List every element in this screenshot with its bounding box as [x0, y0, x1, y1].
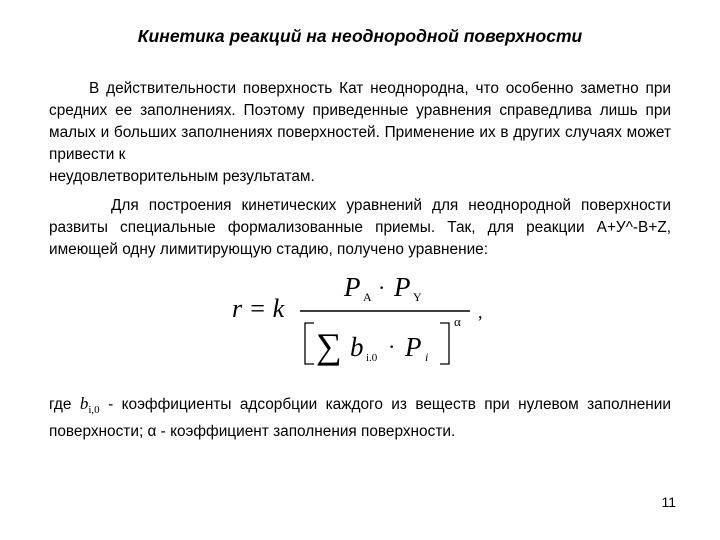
rate-equation-formula — [232, 268, 502, 373]
paragraph-3-prefix: где — [49, 396, 72, 413]
formula-trailing-comma: , — [478, 302, 483, 322]
b-subscript: i,0 — [88, 404, 100, 416]
formula-den-sub-p: i — [425, 350, 429, 364]
paragraph-1-text-b: неудовлетворительным результатам. — [49, 168, 315, 185]
formula-exponent: α — [454, 314, 461, 329]
formula-den-dot: · — [388, 334, 396, 359]
paragraph-surface-heterogeneity — [49, 78, 671, 188]
paragraph-3-text: - коэффициенты адсорбции каждого из веществ при нулевом заполнении поверхности; α - коэффициент заполнения поверхности. — [49, 396, 672, 440]
paragraph-1-text-a: В действительности поверхность Кат неоднородна, что особенно заметно при средних ее заполнениях. Поэтому приведенные уравнения справедлива лишь при малых и больших заполнениях поверхностей. Применение их в других случаях может привести к — [49, 80, 671, 163]
b-symbol: b — [79, 394, 89, 413]
formula-num-p1: P — [344, 272, 361, 302]
paragraph-kinetic-equations — [49, 195, 671, 261]
formula-num-sub2: Y — [413, 290, 422, 304]
formula-den-b: b — [350, 332, 364, 362]
page-number: 11 — [661, 494, 676, 510]
formula-num-sub1: A — [363, 290, 372, 304]
formula-num-p2: P — [394, 272, 411, 302]
right-bracket — [440, 323, 449, 364]
slide-title: Кинетика реакций на неоднородной поверхности — [137, 26, 583, 46]
paragraph-2-text: Для построения кинетических уравнений для неоднородной поверхности развиты специальные формализованные приемы. Так, для реакции А+У^-В+Z, имеющей одну лимитирующую стадию, получено уравнение: — [49, 197, 671, 258]
formula-sum: ∑ — [316, 326, 342, 366]
formula-den-sub-b: i.0 — [366, 352, 378, 364]
left-bracket — [305, 323, 314, 364]
formula-dot: · — [378, 275, 386, 300]
paragraph-coefficients — [49, 393, 671, 443]
formula-den-p: P — [405, 332, 422, 362]
formula-lhs: r = k — [232, 294, 285, 323]
